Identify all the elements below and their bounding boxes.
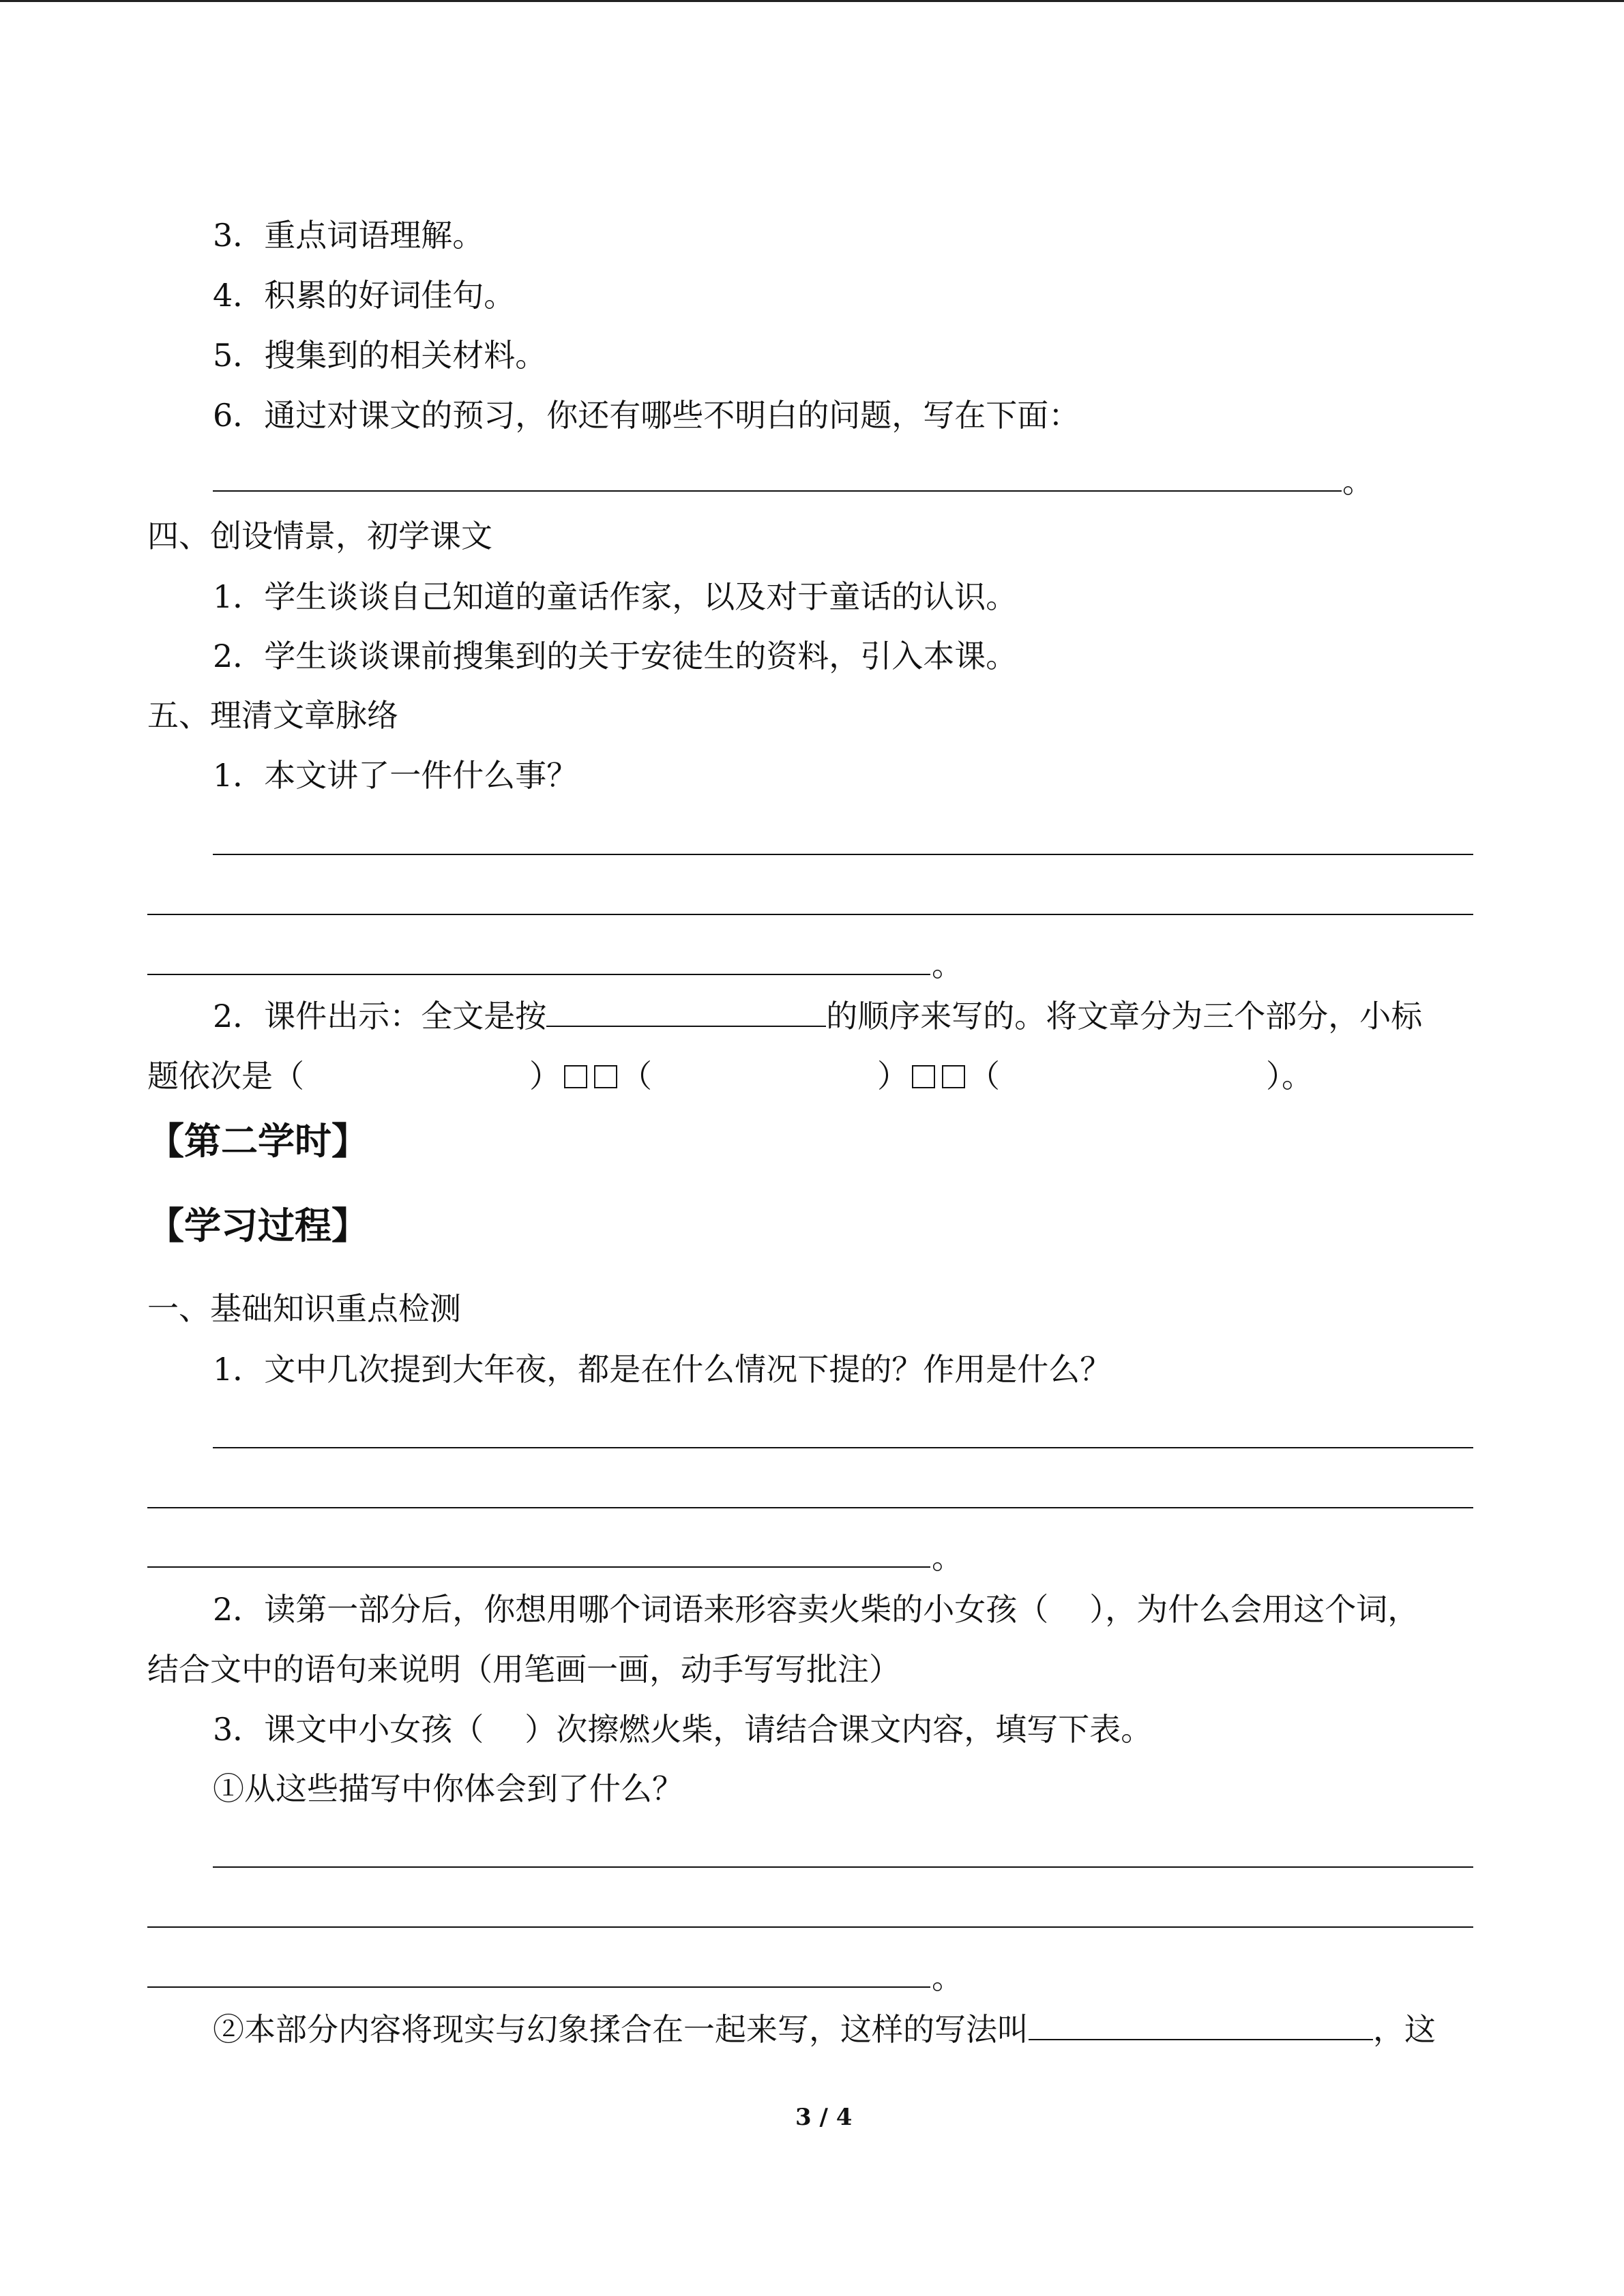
section-4-item-1: 1．学生谈谈自己知道的童话作家，以及对于童话的认识。 bbox=[213, 578, 1018, 615]
part-2-sub-1: ①从这些描写中你体会到了什么？ bbox=[213, 1770, 683, 1807]
part-2-item-1: 1．文中几次提到大年夜，都是在什么情况下提的？作用是什么？ bbox=[213, 1351, 1112, 1388]
section-5-item-2-line-2: 题依次是（ ） （ ） （ ）。 bbox=[147, 1058, 1313, 1094]
answer-line[interactable] bbox=[147, 974, 930, 975]
section-5-title: 五、理清文章脉络 bbox=[147, 697, 398, 734]
part-2-item-2-line-2: 结合文中的语句来说明（用笔画一画，动手写写批注） bbox=[147, 1651, 900, 1688]
order-blank[interactable] bbox=[546, 996, 826, 1027]
end-mark: 。 bbox=[932, 946, 963, 983]
technique-blank[interactable] bbox=[1029, 2009, 1373, 2040]
box-icon bbox=[912, 1065, 935, 1088]
box-icon bbox=[942, 1065, 965, 1088]
part-2-item-2-line-1: 2．读第一部分后，你想用哪个词语来形容卖火柴的小女孩（ ），为什么会用这个词， bbox=[213, 1591, 1419, 1628]
box-icon bbox=[594, 1065, 617, 1088]
answer-line[interactable] bbox=[147, 914, 1473, 915]
question-6: 6．通过对课文的预习，你还有哪些不明白的问题，写在下面： bbox=[213, 397, 1080, 434]
item-2-text-b: 的顺序来写的。将文章分为三个部分，小标 bbox=[826, 998, 1423, 1034]
page-number: 3 / 4 bbox=[795, 2104, 853, 2131]
part-2-item-3: 3．课文中小女孩（ ）次擦燃火柴，请结合课文内容，填写下表。 bbox=[213, 1711, 1153, 1748]
question-5: 5．搜集到的相关材料。 bbox=[213, 337, 547, 374]
part-2-section-1-title: 一、基础知识重点检测 bbox=[147, 1290, 461, 1327]
answer-line[interactable] bbox=[213, 854, 1473, 855]
answer-line[interactable] bbox=[147, 1566, 930, 1568]
answer-line[interactable] bbox=[213, 1447, 1473, 1448]
answer-line[interactable] bbox=[147, 1926, 1473, 1928]
section-5-item-1: 1．本文讲了一件什么事？ bbox=[213, 757, 578, 794]
learning-process-heading: 【学习过程】 bbox=[147, 1204, 368, 1247]
item-2-text-a: 2．课件出示：全文是按 bbox=[213, 998, 547, 1034]
part-2-sub-2: ②本部分内容将现实与幻象揉合在一起来写，这样的写法叫 ，这 bbox=[213, 2009, 1436, 2050]
answer-line[interactable] bbox=[213, 1866, 1473, 1868]
question-4: 4．积累的好词佳句。 bbox=[213, 277, 516, 314]
section-4-item-2: 2．学生谈谈课前搜集到的关于安徒生的资料，引入本课。 bbox=[213, 638, 1018, 674]
answer-line[interactable] bbox=[147, 1986, 930, 1988]
box-icon bbox=[564, 1065, 587, 1088]
section-5-item-2-line-1 bbox=[213, 996, 1422, 1037]
second-period-heading: 【第二学时】 bbox=[147, 1119, 368, 1163]
end-mark: 。 bbox=[1342, 463, 1374, 500]
item-2-text-c: 题依次是（ bbox=[147, 1058, 304, 1094]
answer-line[interactable] bbox=[147, 1507, 1473, 1508]
end-mark: 。 bbox=[932, 1539, 963, 1576]
section-4-title: 四、创设情景，初学课文 bbox=[147, 518, 492, 554]
end-mark: 。 bbox=[932, 1959, 963, 1996]
answer-line[interactable] bbox=[213, 490, 1342, 492]
question-3: 3．重点词语理解。 bbox=[213, 217, 484, 254]
